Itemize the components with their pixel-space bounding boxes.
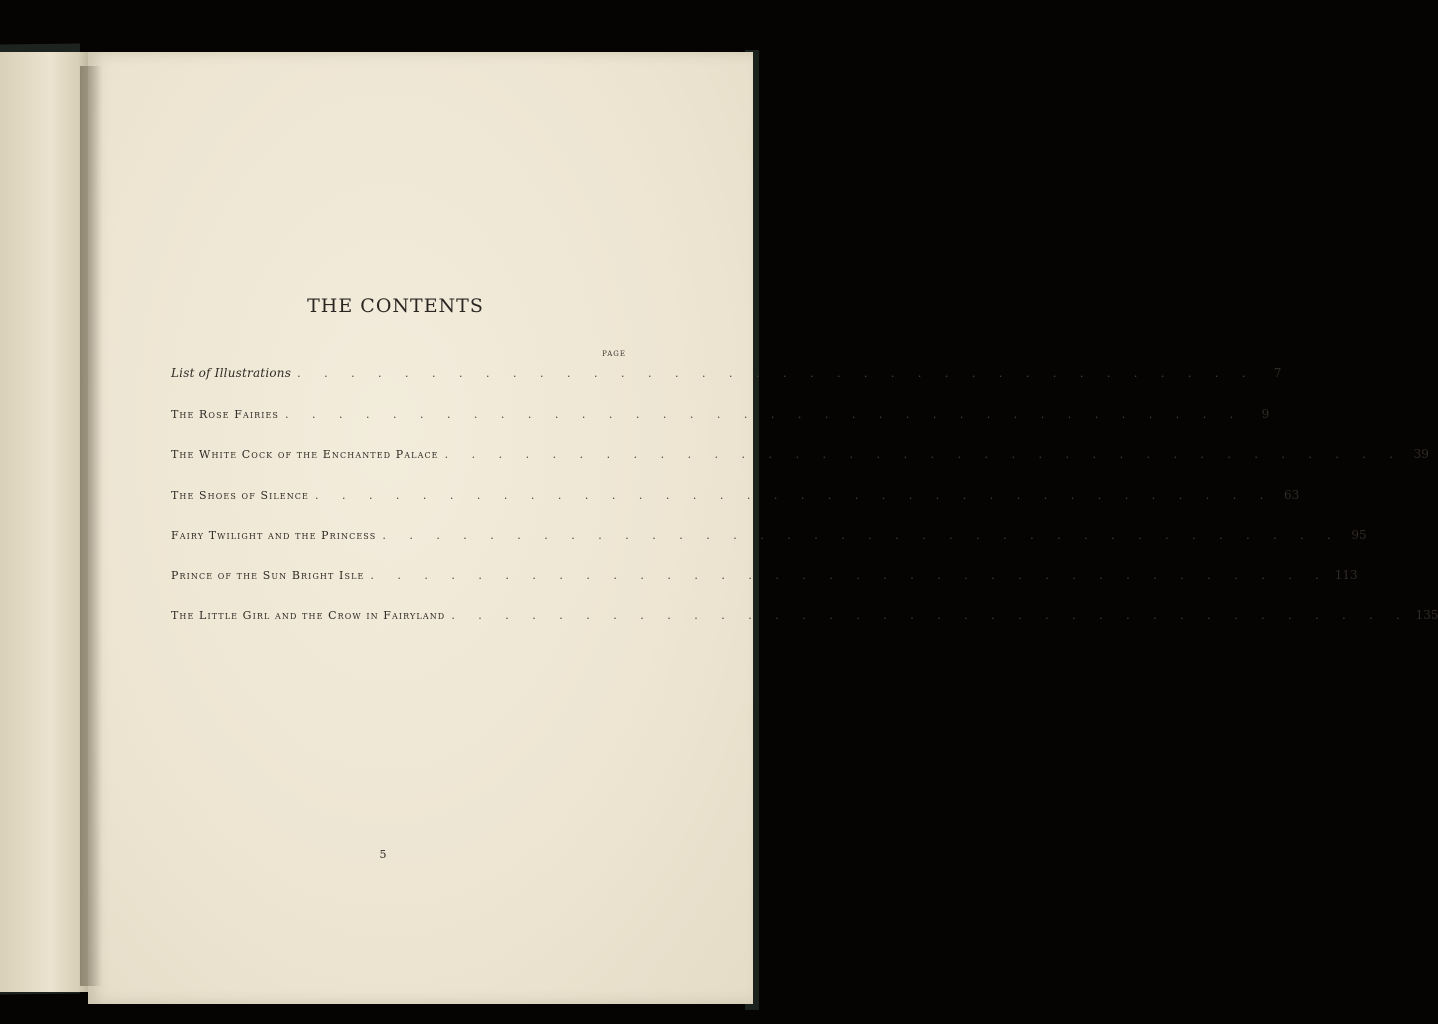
toc-leader-dots: . . . . . . . . . . . . . . . . . . . . . . . . . . . . . . . . . . . . bbox=[284, 408, 1244, 421]
toc-entry-title: Fairy Twilight and the Princess bbox=[171, 529, 377, 542]
toc-entry-page: 113 bbox=[1334, 568, 1358, 582]
toc-leader-dots: . . . . . . . . . . . . . . . . . . . . . . . . . . . . . . . . . . . . bbox=[382, 529, 1341, 542]
toc-entry-title: The Little Girl and the Crow in Fairyland bbox=[171, 609, 446, 622]
toc-leader-dots: . . . . . . . . . . . . . . . . . . . . . . . . . . . . . . . . . . . . bbox=[451, 609, 1410, 622]
toc-entry-title: List of Illustrations bbox=[171, 366, 292, 380]
toc-entry-title: The White Cock of the Enchanted Palace bbox=[171, 448, 439, 461]
page-number: 5 bbox=[379, 848, 387, 861]
toc-entry bbox=[171, 608, 1438, 628]
left-page bbox=[0, 52, 92, 992]
toc-leader-dots: . . . . . . . . . . . . . . . . . . . . . . . . . . . . . . . . . . . . bbox=[297, 367, 1256, 380]
toc-entry-page: 63 bbox=[1283, 488, 1300, 502]
toc-entry-page: 7 bbox=[1273, 366, 1282, 380]
toc-entry-title: Prince of the Sun Bright Isle bbox=[171, 569, 365, 582]
toc-entry bbox=[171, 447, 1429, 467]
toc-entry-page: 95 bbox=[1351, 528, 1367, 542]
toc-entry bbox=[171, 366, 1282, 386]
toc-entry-page: 39 bbox=[1413, 447, 1429, 461]
toc-leader-dots: . . . . . . . . . . . . . . . . . . . . . . . . . . . . . . . . . . . . bbox=[314, 489, 1274, 502]
contents-page bbox=[88, 52, 1438, 1004]
toc-entry bbox=[171, 528, 1367, 548]
toc-entry bbox=[171, 407, 1270, 427]
toc-entry-page: 135 bbox=[1415, 608, 1438, 622]
toc-entry bbox=[171, 568, 1358, 588]
toc-entry-title: The Rose Fairies bbox=[171, 408, 279, 421]
toc-leader-dots: . . . . . . . . . . . . . . . . . . . . . . . . . . . . . . . . . . . . bbox=[370, 569, 1329, 582]
gutter-shadow bbox=[80, 66, 102, 986]
page-column-label: PAGE bbox=[602, 350, 626, 358]
toc-entry-title: The Shoes of Silence bbox=[171, 489, 309, 502]
toc-entry bbox=[171, 488, 1300, 508]
toc-entry-page: 9 bbox=[1261, 407, 1270, 421]
page-title: THE CONTENTS bbox=[307, 295, 484, 317]
toc-leader-dots: . . . . . . . . . . . . . . . . . . . . . . . . . . . . . . . . . . . . bbox=[444, 448, 1403, 461]
